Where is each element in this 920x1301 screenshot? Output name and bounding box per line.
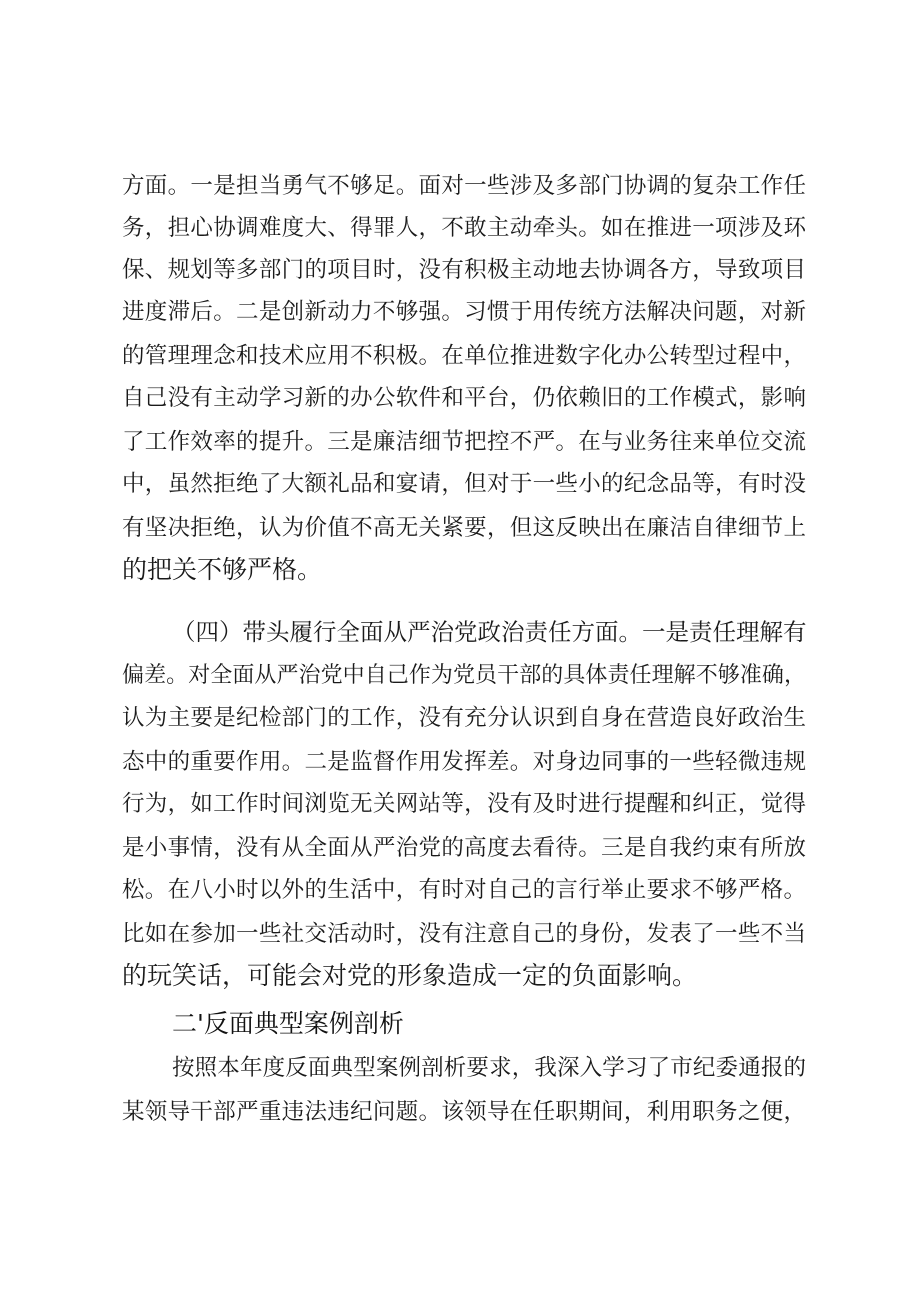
paragraph-line: 的玩笑话，可能会对党的形象造成一定的负面影响。: [122, 961, 698, 990]
paragraph-line: 了工作效率的提升。三是廉洁细节把控不严。在与业务往来单位交流: [122, 429, 806, 455]
paragraph-line: 松。在八小时以外的生活中，有时对自己的言行举止要求不够严格。: [122, 877, 806, 903]
section-heading: 二'反面典型案例剖析: [172, 1009, 404, 1038]
paragraph-line: 偏差。对全面从严治党中自己作为党员干部的具体责任理解不够准确，: [122, 663, 806, 688]
paragraph-line: 的把关不够严格。: [122, 555, 323, 584]
paragraph-line: 务，担心协调难度大、得罪人，不敢主动牵头。如在推进一项涉及环: [122, 215, 806, 241]
paragraph-line: 保、规划等多部门的项目时，没有积极主动地去协调各方，导致项目: [122, 257, 806, 283]
paragraph-line: 有坚决拒绝，认为价值不高无关紧要，但这反映出在廉洁自律细节上: [122, 515, 806, 541]
paragraph-line: 某领导干部严重违法违纪问题。该领导在任职期间，利用职务之便，: [122, 1099, 806, 1125]
paragraph-line: 的管理理念和技术应用不积极。在单位推进数字化办公转型过程中，: [122, 343, 806, 369]
paragraph-line: 进度滞后。二是创新动力不够强。习惯于用传统方法解决问题，对新: [122, 299, 806, 325]
paragraph-line: 按照本年度反面典型案例剖析要求，我深入学习了市纪委通报的: [172, 1055, 806, 1081]
paragraph-line: 行为，如工作时间浏览无关网站等，没有及时进行提醒和纠正，觉得: [122, 791, 806, 817]
paragraph-line: 比如在参加一些社交活动时，没有注意自己的身份，发表了一些不当: [122, 921, 806, 947]
paragraph-line: 是小事情，没有从全面从严治党的高度去看待。三是自我约束有所放: [122, 835, 806, 861]
section-4-title-line: （四）带头履行全面从严治党政治责任方面。一是责任理解有: [172, 618, 807, 646]
paragraph-line: 自己没有主动学习新的办公软件和平台，仍依赖旧的工作模式，影响: [122, 385, 806, 411]
paragraph-line: 中，虽然拒绝了大额礼品和宴请，但对于一些小的纪念品等，有时没: [122, 471, 806, 497]
paragraph-line: 方面。一是担当勇气不够足。面对一些涉及多部门协调的复杂工作任: [122, 173, 806, 199]
paragraph-line: 认为主要是纪检部门的工作，没有充分认识到自身在营造良好政治生: [122, 705, 806, 731]
paragraph-line: 态中的重要作用。二是监督作用发挥差。对身边同事的一些轻微违规: [122, 749, 806, 775]
